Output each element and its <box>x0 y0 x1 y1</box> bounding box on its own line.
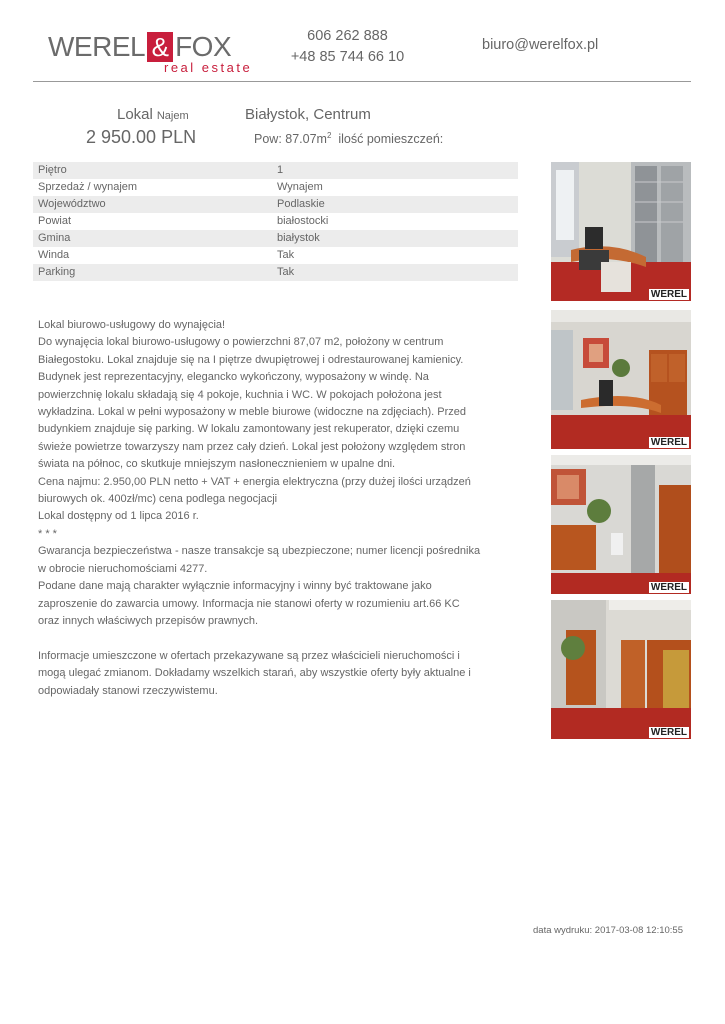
offer-price: 2 950.00 PLN <box>86 127 197 147</box>
detail-label: Gmina <box>38 232 71 244</box>
office-photo-image <box>551 600 691 739</box>
offer-description <box>38 317 483 700</box>
detail-label: Winda <box>38 249 70 261</box>
logo-brand-left: WEREL <box>48 31 146 62</box>
table-row <box>33 230 518 247</box>
transaction-type: Najem <box>156 110 189 122</box>
details-table <box>33 162 518 281</box>
phone-landline[interactable]: +48 85 744 66 10 <box>290 49 405 65</box>
detail-value: Tak <box>277 266 295 278</box>
phone-mobile[interactable]: 606 262 888 <box>307 28 388 44</box>
contact-phones <box>280 26 415 68</box>
table-row <box>33 213 518 230</box>
property-photo-3[interactable] <box>551 455 691 594</box>
table-row <box>33 247 518 264</box>
company-logo <box>48 30 258 76</box>
logo-brand-right: FOX <box>175 31 232 62</box>
detail-value: Tak <box>277 249 295 261</box>
property-photo-4[interactable] <box>551 600 691 739</box>
header-divider <box>33 81 691 82</box>
table-row <box>33 264 518 281</box>
rooms-label: ilość pomieszczeń: <box>338 132 444 147</box>
description-availability: Lokal dostępny od 1 lipca 2016 r. <box>38 510 199 523</box>
detail-value: 1 <box>277 164 284 176</box>
photo-watermark: WEREL <box>650 582 687 593</box>
detail-value: białostocki <box>277 215 329 227</box>
detail-label: Sprzedaż / wynajem <box>38 181 138 193</box>
description-info-note: Informacje umieszczone w ofertach przekazywane są przez właścicieli nieruchomości i mogą ulegać zmianom. Dokładamy wszelkich starań, aby wszystkie oferty były aktualne i odpowiadały stanowi rzeczywistemu. <box>38 649 471 697</box>
office-photo-image <box>551 455 691 594</box>
property-type: Lokal <box>117 106 153 123</box>
table-row <box>33 196 518 213</box>
property-photo-2[interactable] <box>551 310 691 449</box>
offer-location: Białystok, Centrum <box>245 106 371 123</box>
contact-email[interactable]: biuro@werelfox.pl <box>482 37 599 53</box>
description-body: Do wynajęcia lokal biurowo-usługowy o powierzchni 87,07 m2, położony w centrum Białegostoku. Lokal znajduje się na I piętrze dwupiętrowej i odrestaurowanej kamienicy. Budynek jest reprezentacyjny, elegancko wykończony, wyposażony w windę. Na powierzchnię lokalu składają się 4 pokoje, kuchnia i WC. W pokojach położona jest wykładzina. Lokal w pełni wyposażony w meble biurowe (widoczne na zdjęciach). Przed budynkiem znajduje się parking. W lokalu zamontowany jest rekuperator, dzięki czemu świeże powietrze towarzyszy nam przez cały dzień. Lokal jest położony względem stron świata na północ, co skutkuje mniejszym nasłonecznieniem w upalne dni. <box>38 336 466 471</box>
photo-watermark: WEREL <box>650 289 687 300</box>
description-guarantee: Gwarancja bezpieczeństwa - nasze transakcje są ubezpieczone; numer licencji pośrednika w obrocie nieruchomościami 4277. <box>38 545 481 575</box>
property-photo-1[interactable] <box>551 162 691 301</box>
logo-tagline: real estate <box>164 60 253 75</box>
detail-label: Powiat <box>38 215 72 227</box>
description-headline: Lokal biurowo-usługowy do wynajęcia! <box>38 319 226 331</box>
area-exponent: 2 <box>326 131 332 140</box>
area-value: Pow: 87.07m <box>254 132 327 147</box>
detail-label: Piętro <box>38 164 67 176</box>
photo-watermark: WEREL <box>650 727 687 738</box>
detail-value: Wynajem <box>277 181 323 193</box>
description-price-terms: Cena najmu: 2.950,00 PLN netto + VAT + energia elektryczna (przy dużej ilości urządzeń biurowych ok. 400zł/mc) cena podlega negocjacji <box>38 475 471 506</box>
description-disclaimer: Podane dane mają charakter wyłącznie informacyjny i winny być traktowane jako zaproszenie do zawarcia umowy. Informacja nie stanowi oferty w rozumieniu art.66 KC oraz innych właściwych przepisów prawnych. <box>38 580 460 627</box>
office-photo-image <box>551 162 691 301</box>
paragraph-gap <box>38 630 483 647</box>
table-row <box>33 179 518 196</box>
office-photo-image <box>551 310 691 449</box>
table-row <box>33 162 518 179</box>
description-separator: * * * <box>38 527 57 540</box>
detail-value: Podlaskie <box>277 198 325 210</box>
detail-label: Parking <box>38 266 76 278</box>
detail-label: Województwo <box>38 198 106 210</box>
offer-area <box>254 131 443 146</box>
detail-value: białystok <box>277 232 320 244</box>
print-date: data wydruku: 2017-03-08 12:10:55 <box>533 925 683 936</box>
logo-wordmark <box>48 30 231 64</box>
logo-ampersand: & <box>147 32 173 62</box>
offer-type <box>117 106 189 123</box>
photo-watermark: WEREL <box>650 437 687 448</box>
